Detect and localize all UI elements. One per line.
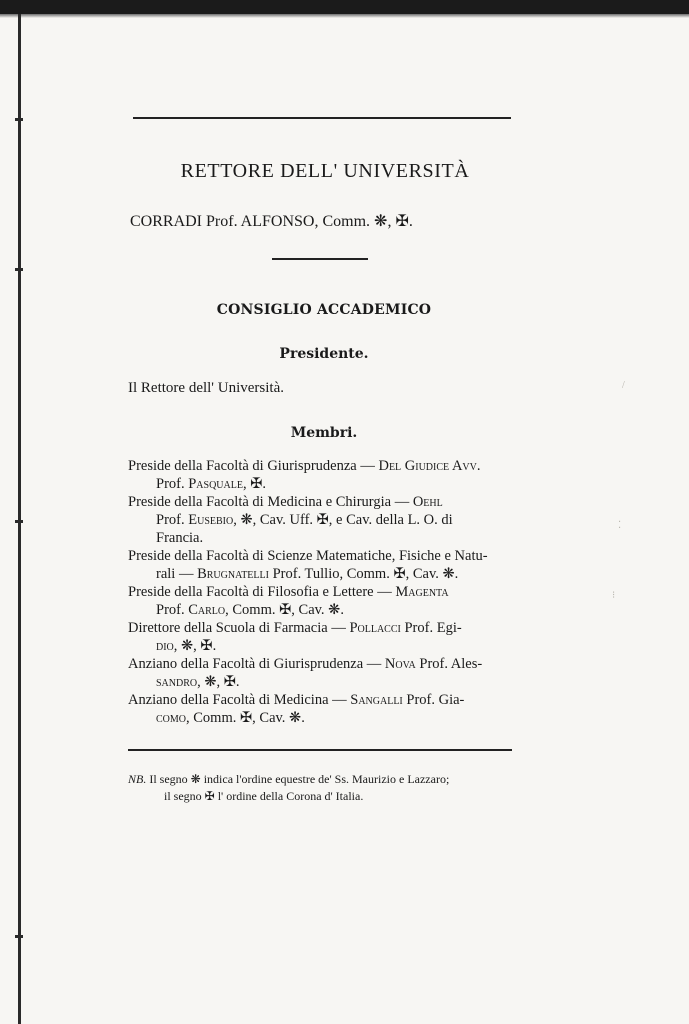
top-rule — [133, 117, 511, 119]
scan-top-border — [0, 0, 689, 14]
footnote-label: NB. — [128, 772, 147, 786]
council-title: CONSIGLIO ACCADEMICO — [216, 302, 432, 318]
scan-speck: / — [622, 380, 625, 391]
rector-line: CORRADI Prof. ALFONSO, Comm. ❋, ✠. — [130, 213, 413, 230]
footnote: NB. Il segno ❋ indica l'ordine equestre de' Ss. Maurizio e Lazzaro; il segno ✠ l' ordine della Corona d' Italia. — [128, 772, 450, 803]
short-rule — [272, 258, 368, 260]
member-entry: Preside della Facoltà di Medicina e Chirurgia — Oehl Prof. Eusebio, ❋, Cav. Uff. ✠, e Cav. della L. O. di Francia. — [128, 494, 453, 546]
members-heading: Membri. — [290, 425, 358, 441]
members-list — [128, 457, 516, 727]
binding-mark — [15, 268, 23, 271]
member-entry: Preside della Facoltà di Filosofia e Lettere — Magenta Prof. Carlo, Comm. ✠, Cav. ❋. — [128, 584, 449, 618]
president-heading: Presidente. — [279, 346, 369, 362]
president-text: Il Rettore dell' Università. — [128, 380, 284, 396]
footnote-rule — [128, 749, 512, 751]
member-entry: Preside della Facoltà di Giurisprudenza — Del Giudice Avv. Prof. Pasquale, ✠. — [128, 458, 481, 492]
member-entry: Preside della Facoltà di Scienze Matematiche, Fisiche e Natu- rali — Brugnatelli Prof. Tullio, Comm. ✠, Cav. ❋. — [128, 548, 488, 582]
binding-mark — [15, 520, 23, 523]
scan-speck: ⁝ — [612, 590, 616, 601]
member-entry: Anziano della Facoltà di Medicina — Sangalli Prof. Gia- como, Comm. ✠, Cav. ❋. — [128, 692, 465, 726]
member-entry: Anziano della Facoltà di Giurisprudenza — Nova Prof. Ales- sandro, ❋, ✠. — [128, 656, 483, 690]
page-title: RETTORE DELL' UNIVERSITÀ — [180, 160, 470, 182]
binding-mark — [15, 935, 23, 938]
scan-top-shadow — [0, 14, 689, 18]
binding-mark — [15, 118, 23, 121]
scan-speck: ⁚ — [618, 520, 622, 531]
member-entry: Direttore della Scuola di Farmacia — Pollacci Prof. Egi- dio, ❋, ✠. — [128, 620, 462, 654]
